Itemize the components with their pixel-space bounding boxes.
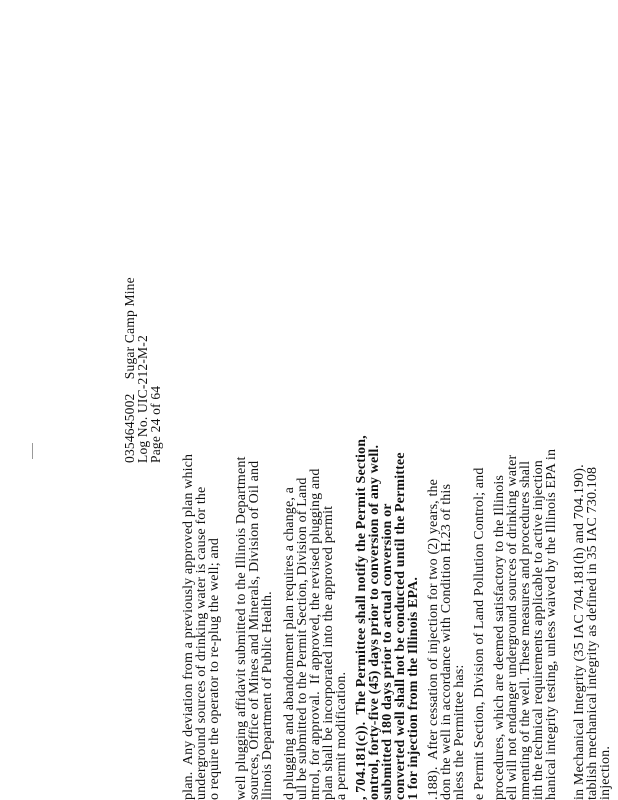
- text-line: ell will not endanger underground sources of drinking water: [505, 454, 520, 800]
- text-line: ull be submitted to the Permit Section, Division of Land: [295, 477, 310, 800]
- text-line: tablish mechanical integrity as defined in 35 IAC 730.108: [585, 466, 600, 800]
- text-line: d plugging and abandonment plan requires a change, a: [282, 487, 297, 800]
- text-line: underground sources of drinking water is cause for the: [194, 486, 209, 800]
- document-id: 0354645002: [122, 393, 137, 463]
- text-line: , 704.181(c)). The Permittee shall notify the Permit Section,: [354, 435, 369, 800]
- log-number: Log No. UIC-212-M-2: [135, 335, 150, 463]
- text-line: converted well shall not be conducted until the Permittee: [393, 452, 408, 800]
- page-number: Page 24 of 64: [148, 385, 163, 463]
- text-line: well plugging affidavit submitted to the Illinois Department: [234, 456, 249, 800]
- text-line: ntrol, for approval. If approved, the revised plugging and: [308, 468, 323, 800]
- text-line: llinois Department of Public Health.: [260, 591, 275, 800]
- text-line: hanical integrity testing, unless waived by the Illinois EPA in: [544, 448, 559, 800]
- text-line: in Mechanical Integrity (35 IAC 704.181(h) and 704.190).: [572, 464, 587, 800]
- text-line: plan shall be incorporated into the approved permit: [321, 505, 336, 800]
- text-line: plan. Any deviation from a previously approved plan which: [181, 453, 196, 800]
- text-line: don the well in accordance with Condition H.23 of this: [439, 483, 454, 800]
- text-line: a permit modification.: [334, 671, 349, 800]
- text-line: nless the Permittee has:: [452, 664, 467, 800]
- facility-name: Sugar Camp Mine: [122, 277, 137, 380]
- text-line: nmenting of the well. These measures and procedures shall: [518, 460, 533, 800]
- text-line: injection.: [598, 746, 613, 800]
- text-line: submitted 180 days prior to actual conversion or: [380, 503, 395, 800]
- text-line: ith the technical requirements applicable to active injection: [531, 460, 546, 800]
- page-header: [123, 223, 162, 463]
- text-line: o require the operator to re-plug the well; and: [207, 537, 222, 800]
- text-line: sources, Office of Mines and Minerals, Division of Oil and: [247, 460, 262, 800]
- text-line: e Permit Section, Division of Land Pollution Control; and: [472, 467, 487, 800]
- text-line: .188). After cessation of injection for two (2) years, the: [426, 478, 441, 800]
- text-line: ontrol, forty-five (45) days prior to conversion of any well.: [367, 444, 382, 800]
- text-line: 1 for injection from the Illinois EPA.: [406, 576, 421, 800]
- text-line: procedures, which are deemed satisfactory to the Illinois: [492, 475, 507, 800]
